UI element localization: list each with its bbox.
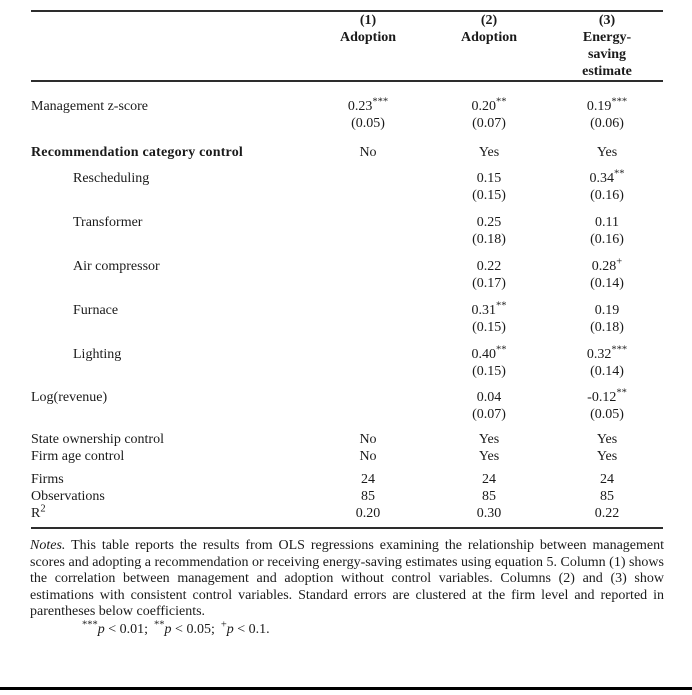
notes-label: Notes. [30,538,66,553]
coefficient: 0.31** [471,300,507,318]
column-title: Energy-saving estimate [582,30,632,79]
column-number: (1) [359,13,377,28]
standard-error: (0.16) [590,188,624,203]
notes-text: This table reports the results from OLS regressions examining the relationship between management scores and adopting a recommendation or receiving energy-saving estimates using equation 5. Column (1) shows the correlation between management and adoption without control variables. Columns (2) and (3) show estimations with consistent control variables. Standard errors are clustered at the firm level and reported in parentheses below coefficients. [30,538,664,620]
table-row-transformer [31,204,663,248]
coefficient: 0.19*** [586,96,628,114]
coef-cell [551,488,663,505]
coef-cell [551,132,663,161]
coef-cell [427,448,551,465]
coefficient: 0.32*** [586,344,628,362]
coef-cell [551,505,663,528]
coefficient: 0.28+ [591,256,623,274]
standard-error: (0.05) [351,116,385,131]
significance-stars: ** [614,168,625,180]
standard-error: (0.15) [472,320,506,335]
table-row-furnace [31,292,663,336]
coefficient: 0.40** [471,344,507,362]
coef-cell [427,204,551,248]
coef-cell [427,292,551,336]
coef-cell [309,423,427,448]
table-row-firms [31,465,663,488]
coef-cell [427,488,551,505]
standard-error: (0.06) [590,116,624,131]
column-number: (2) [480,13,498,28]
value: 0.20 [355,506,381,521]
standard-error: (0.18) [472,232,506,247]
r-squared-exponent: 2 [40,503,46,515]
row-label: Firms [31,472,64,487]
coef-cell [309,380,427,423]
significance-stars: *** [611,344,628,356]
row-label: Log(revenue) [31,390,108,405]
coef-cell [309,248,427,292]
coef-cell [309,488,427,505]
notes-section [30,538,664,639]
significance-stars: ** [616,387,627,399]
standard-error: (0.17) [472,276,506,291]
coef-cell [427,380,551,423]
table-row-rescheduling [31,161,663,204]
value: Yes [596,432,618,447]
column-header-2 [427,11,551,81]
coef-cell [309,292,427,336]
regression-table-area [31,10,692,529]
coef-cell [551,465,663,488]
significance-stars: *** [611,96,628,108]
value: No [359,432,377,447]
significance-stars: *** [372,96,389,108]
plus-marker: + [220,619,227,631]
row-label: Lighting [73,347,122,362]
table-row-recommendation-category-control [31,132,663,161]
significance-stars: ** [496,344,507,356]
coefficient: Yes [478,145,500,160]
value: Yes [478,449,500,464]
row-label: Recommendation category control [31,145,244,160]
significance-stars: ** [496,300,507,312]
coef-cell [551,248,663,292]
significance-legend [30,619,664,639]
coef-cell [427,161,551,204]
standard-error: (0.18) [590,320,624,335]
coef-cell [427,336,551,380]
table-row-management-z-score [31,81,663,132]
standard-error: (0.07) [472,116,506,131]
row-label: Management z-score [31,99,148,114]
coef-cell [551,292,663,336]
column-title: Adoption [460,30,518,45]
column-header-3 [551,11,663,81]
value: Yes [596,449,618,464]
coefficient: No [359,145,377,160]
row-label: Furnace [73,303,119,318]
standard-error: (0.15) [472,364,506,379]
standard-error: (0.07) [472,407,506,422]
value: 0.30 [476,506,502,521]
coef-cell [551,423,663,448]
table-row-r-squared [31,505,663,528]
value: 24 [482,472,496,487]
standard-error: (0.15) [472,188,506,203]
table-row-firm-age-control [31,448,663,465]
row-label: State ownership control [31,432,164,447]
significance-item: **p < 0.05; [154,619,215,637]
significance-item: ***p < 0.01; [82,619,149,637]
value: 24 [361,472,375,487]
coef-cell [427,505,551,528]
value: 85 [361,489,375,504]
significance-stars: ** [496,96,507,108]
page-bottom-rule [0,687,692,690]
value: 24 [600,472,614,487]
stars-2: ** [154,619,165,631]
coef-cell [551,336,663,380]
value: Yes [478,432,500,447]
row-label: Transformer [73,215,143,230]
value: 85 [482,489,496,504]
coef-cell [309,204,427,248]
coef-cell [551,448,663,465]
coef-cell [427,465,551,488]
table-row-air-compressor [31,248,663,292]
coefficient: 0.25 [476,215,502,230]
standard-error: (0.14) [590,364,624,379]
header-spacer-cell [31,11,309,81]
value: 0.22 [594,506,620,521]
coefficient: 0.11 [595,215,619,230]
table-row-state-ownership-control [31,423,663,448]
coef-cell [551,161,663,204]
row-label: $R^2$ [31,505,309,528]
coef-cell [427,423,551,448]
table-row-observations [31,488,663,505]
coef-cell [427,132,551,161]
standard-error: (0.16) [590,232,624,247]
column-number: (3) [598,13,616,28]
row-label: Observations [31,489,105,504]
table-header-row [31,11,663,81]
coef-cell [309,505,427,528]
coef-cell [309,465,427,488]
table-row-lighting [31,336,663,380]
value: 85 [600,489,614,504]
significance-item: +p < 0.1. [220,619,270,637]
row-label: Rescheduling [73,171,150,186]
stars-3: *** [82,619,98,631]
coefficient: 0.15 [476,171,502,186]
coefficient: 0.04 [476,390,502,405]
coefficient: -0.12** [587,387,627,405]
regression-table [31,10,663,529]
coefficient: 0.22 [476,259,502,274]
row-label: Air compressor [73,259,160,274]
notes-paragraph [30,538,664,621]
coef-cell [551,81,663,132]
coefficient: 0.19 [594,303,620,318]
coef-cell [427,248,551,292]
coef-cell [309,336,427,380]
row-label: Firm age control [31,449,125,464]
coef-cell [309,448,427,465]
standard-error: (0.14) [590,276,624,291]
table-row-log-revenue [31,380,663,423]
significance-stars: + [616,256,623,268]
value: No [359,449,377,464]
coefficient: Yes [596,145,618,160]
coef-cell [551,380,663,423]
coefficient: 0.20** [471,96,507,114]
coefficient: 0.23*** [347,96,389,114]
coef-cell [551,204,663,248]
column-title: Adoption [339,30,397,45]
coef-cell [309,132,427,161]
column-header-1 [309,11,427,81]
standard-error: (0.05) [590,407,624,422]
coefficient: 0.34** [589,168,625,186]
coef-cell [309,81,427,132]
coef-cell [309,161,427,204]
coef-cell [427,81,551,132]
